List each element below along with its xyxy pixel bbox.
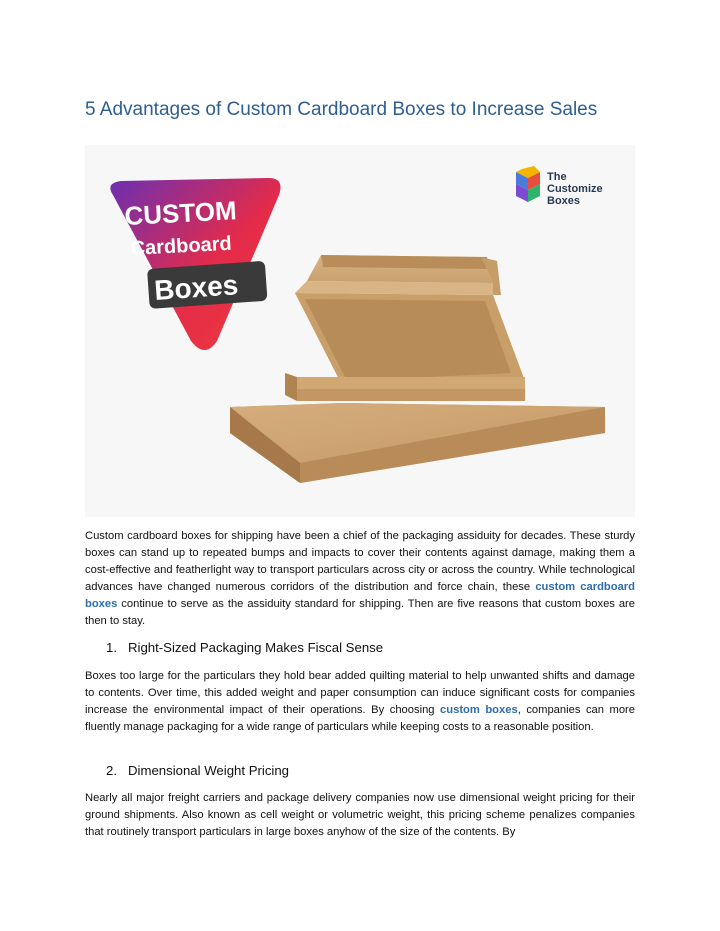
section-2-heading xyxy=(106,763,289,778)
section-1-text-before: Boxes too large for the particulars they hold bear added quilting material to help unwanted shifts and damage to contents. Over time, this added weight and paper consumption can induce significant costs for companies increase the environmental impact of their operations. By choosing xyxy=(85,670,635,716)
section-2-heading-text: Dimensional Weight Pricing xyxy=(128,763,290,778)
custom-cardboard-boxes-link[interactable]: custom cardboard boxes xyxy=(85,581,635,610)
section-1-number: 1. xyxy=(106,640,117,655)
section-1-paragraph xyxy=(85,668,635,736)
intro-paragraph xyxy=(85,528,635,630)
badge-custom-text: CUSTOM xyxy=(123,195,238,231)
section-1-text-after: , companies can more fluently manage packaging for a wide range of particulars while keeping costs to a reasonable position. xyxy=(85,704,635,733)
intro-text-before: Custom cardboard boxes for shipping have been a chief of the packaging assiduity for decades. These sturdy boxes can stand up to repeated bumps and impacts to cover their contents against damage, making them a cost-effective and featherlight way to transport particulars across city or across the country. While technological advances have changed numerous corridors of the distribution and force chain, these xyxy=(85,530,635,593)
logo-customize-text: Customize xyxy=(547,183,603,195)
open-mailer-box xyxy=(285,255,525,401)
section-2-number: 2. xyxy=(106,763,117,778)
hero-illustration xyxy=(85,145,635,517)
logo-boxes-text: Boxes xyxy=(547,195,581,207)
section-1-heading-text: Right-Sized Packaging Makes Fiscal Sense xyxy=(128,640,384,655)
section-2-paragraph: Nearly all major freight carriers and package delivery companies now use dimensional weight pricing for their ground shipments. Also known as cell weight or volumetric weight, this pricing scheme penalizes companies that routinely transport particulars in large boxes anyhow of the size of the contents. By xyxy=(85,792,635,838)
custom-boxes-link[interactable]: custom boxes xyxy=(440,704,518,716)
badge-cardboard-text: Cardboard xyxy=(130,232,233,260)
hero-image xyxy=(85,145,635,517)
intro-text-after: continue to serve as the assiduity standard for shipping. Then are five reasons that custom boxes are then to stay. xyxy=(85,598,635,627)
page-title: 5 Advantages of Custom Cardboard Boxes to Increase Sales xyxy=(85,99,598,120)
logo-the-text: The xyxy=(547,171,567,183)
badge-boxes-text: Boxes xyxy=(153,269,240,306)
section-1-heading xyxy=(106,640,383,655)
